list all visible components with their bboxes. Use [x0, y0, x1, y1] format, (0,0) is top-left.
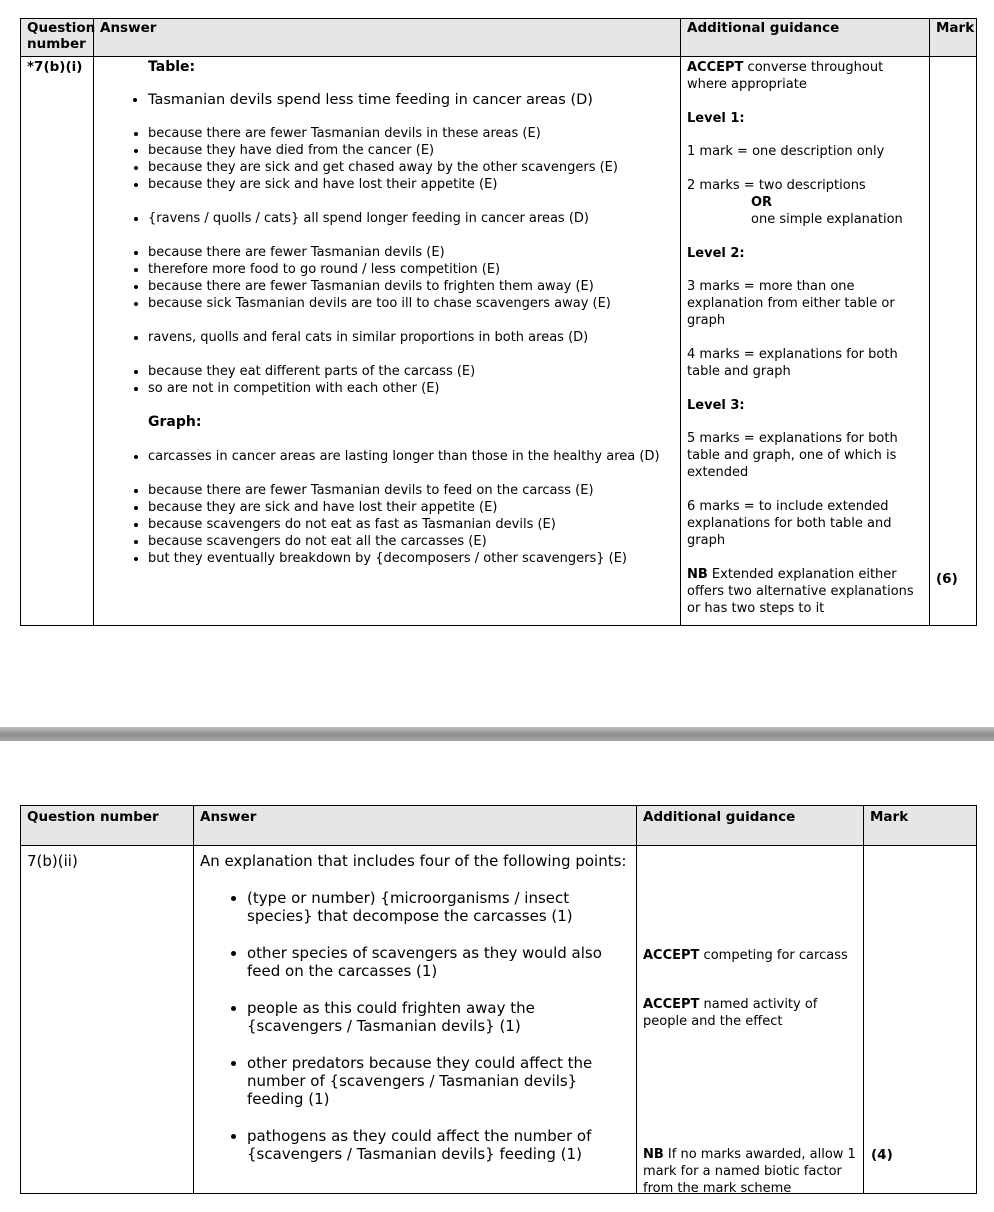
list-item: • people as this could frighten away the {scavengers / Tasmanian devils} (1) — [247, 999, 630, 1035]
graph-subheading: Graph: — [148, 414, 202, 430]
guidance-accept-2: ACCEPT named activity of people and the effect — [643, 997, 818, 1029]
list-item: • because there are fewer Tasmanian devils to frighten them away (E) — [148, 278, 674, 295]
list-item: • because there are fewer Tasmanian devils (E) — [148, 244, 674, 261]
mark-cell — [864, 846, 977, 1194]
header-mark: Mark — [930, 19, 977, 57]
list-item: • (type or number) {microorganisms / insect species} that decompose the carcasses (1) — [247, 889, 630, 925]
mark-scheme-table-7bi — [20, 18, 977, 626]
guidance-accept: ACCEPT converse throughout where appropriate — [687, 60, 884, 92]
header-question-number: Question number — [21, 19, 94, 57]
guidance-cell — [681, 57, 930, 626]
list-item: • because they have died from the cancer (E) — [148, 142, 674, 159]
list-item: • because there are fewer Tasmanian devils in these areas (E) — [148, 125, 674, 142]
list-item: • therefore more food to go round / less competition (E) — [148, 261, 674, 278]
header-additional-guidance: Additional guidance — [681, 19, 930, 57]
list-item: • so are not in competition with each other (E) — [148, 380, 674, 397]
mark-scheme-table-7bii — [20, 805, 977, 1194]
header-row — [21, 19, 977, 57]
guidance-accept-1: ACCEPT competing for carcass — [643, 948, 848, 963]
list-item: • because sick Tasmanian devils are too ill to chase scavengers away (E) — [148, 295, 674, 312]
list-item: • but they eventually breakdown by {decomposers / other scavengers} (E) — [148, 550, 674, 567]
level-1-mark-b: 2 marks = two descriptions — [687, 178, 866, 193]
guidance-nb: NB Extended explanation either offers two alternative explanations or has two steps to it — [687, 567, 914, 616]
list-item: • Tasmanian devils spend less time feeding in cancer areas (D) — [148, 92, 674, 109]
list-item: • pathogens as they could affect the number of {scavengers / Tasmanian devils} feeding (1) — [247, 1127, 630, 1163]
guidance-cell — [637, 846, 864, 1194]
list-item: • {ravens / quolls / cats} all spend longer feeding in cancer areas (D) — [148, 210, 674, 227]
accept-label: ACCEPT — [687, 60, 744, 75]
answer-intro: An explanation that includes four of the following points: — [200, 852, 627, 870]
header-mark: Mark — [864, 806, 977, 846]
table-subheading: Table: — [148, 59, 196, 75]
list-item: • because they are sick and have lost their appetite (E) — [148, 176, 674, 193]
page-separator — [0, 727, 994, 741]
header-question-number: Question number — [21, 806, 194, 846]
answer-cell — [194, 846, 637, 1194]
level-3-mark-a: 5 marks = explanations for both table and graph, one of which is extended — [687, 431, 898, 480]
list-item: • because there are fewer Tasmanian devils to feed on the carcass (E) — [148, 482, 674, 499]
mark-value: (4) — [871, 1147, 893, 1163]
list-item: • other predators because they could affect the number of {scavengers / Tasmanian devils} feeding (1) — [247, 1054, 630, 1108]
guidance-nb: NB If no marks awarded, allow 1 mark for a named biotic factor from the mark scheme — [643, 1147, 856, 1196]
answer-list — [200, 889, 630, 1163]
level-2-heading: Level 2: — [687, 246, 745, 261]
table-row — [21, 57, 977, 626]
header-answer: Answer — [194, 806, 637, 846]
list-item: • ravens, quolls and feral cats in similar proportions in both areas (D) — [148, 329, 674, 346]
table-row — [21, 846, 977, 1194]
list-item: • because they eat different parts of the carcass (E) — [148, 363, 674, 380]
mark-value: (6) — [936, 571, 958, 587]
or-label: OR — [751, 195, 773, 210]
answer-cell — [94, 57, 681, 626]
mark-cell — [930, 57, 977, 626]
level-1-mark-c: one simple explanation — [751, 212, 903, 227]
list-item: • carcasses in cancer areas are lasting longer than those in the healthy area (D) — [148, 448, 674, 465]
level-1-heading: Level 1: — [687, 111, 745, 126]
list-item: • because scavengers do not eat all the carcasses (E) — [148, 533, 674, 550]
level-3-mark-b: 6 marks = to include extended explanations for both table and graph — [687, 499, 892, 548]
level-1-mark-a: 1 mark = one description only — [687, 144, 885, 159]
nb-label: NB — [687, 567, 708, 582]
header-additional-guidance: Additional guidance — [637, 806, 864, 846]
question-number: *7(b)(i) — [21, 57, 94, 626]
header-answer: Answer — [94, 19, 681, 57]
question-number: 7(b)(ii) — [21, 846, 194, 1194]
level-3-heading: Level 3: — [687, 398, 745, 413]
level-2-mark-b: 4 marks = explanations for both table and graph — [687, 347, 898, 379]
list-item: • because scavengers do not eat as fast as Tasmanian devils (E) — [148, 516, 674, 533]
list-item: • because they are sick and get chased away by the other scavengers (E) — [148, 159, 674, 176]
level-2-mark-a: 3 marks = more than one explanation from either table or graph — [687, 279, 895, 328]
list-item: • other species of scavengers as they would also feed on the carcasses (1) — [247, 944, 630, 980]
header-row — [21, 806, 977, 846]
answer-list — [122, 92, 674, 109]
list-item: • because they are sick and have lost their appetite (E) — [148, 499, 674, 516]
